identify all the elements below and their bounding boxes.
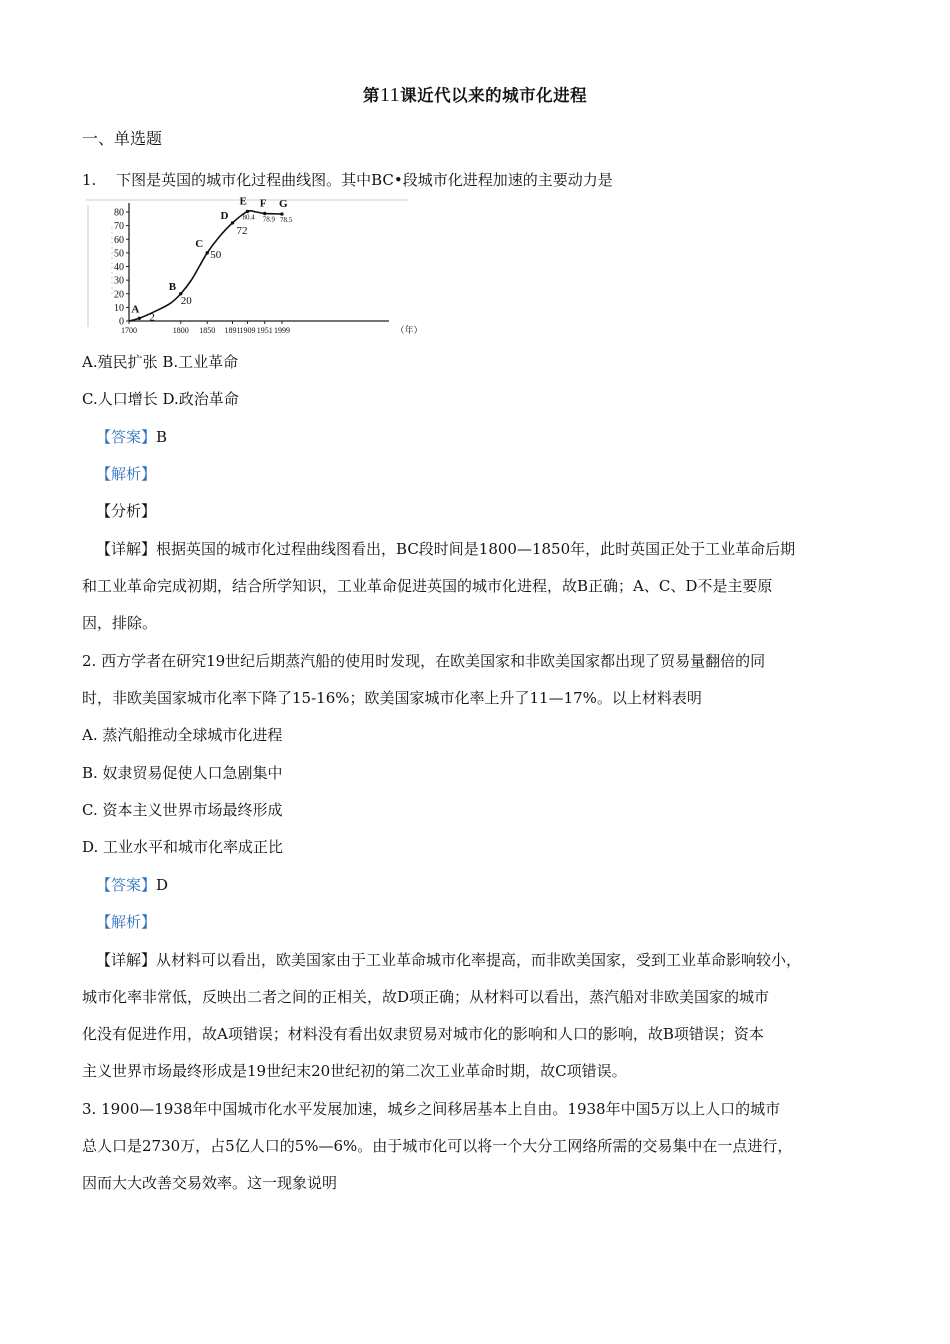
y-tick-label: 10: [114, 302, 124, 314]
section-heading: 一、单选题: [82, 129, 163, 148]
point-letter: C: [195, 237, 204, 250]
y-tick-label: 30: [114, 275, 124, 287]
q2-detail-line-1: [96, 949, 801, 971]
q1-detail-line-1: [96, 538, 795, 560]
title-suffix: 课近代以来的城市化进程: [400, 86, 588, 105]
urbanization-chart: [82, 195, 423, 339]
q2-stem-line-1: 2. 西方学者在研究19世纪后期蒸汽船的使用时发现，在欧美国家和非欧美国家都出现了贸易量翻倍的同: [82, 652, 766, 670]
q2-option-a: A. 蒸汽船推动全球城市化进程: [82, 726, 283, 744]
y-tick-label: 20: [114, 289, 124, 301]
point-value-label: 50: [210, 248, 222, 261]
x-axis-label: （年）: [395, 325, 423, 335]
answer-label: 【答案】: [96, 428, 157, 446]
data-point: [206, 251, 209, 254]
detail-label: 【详解】: [96, 540, 157, 558]
x-tick-label: 1909: [239, 326, 256, 335]
point-letter: G: [278, 198, 288, 211]
q1-options-cd: C.人口增长 D.政治革命: [82, 390, 239, 408]
point-value-label: 80.4: [242, 213, 255, 222]
y-tick-label: 40: [114, 262, 124, 273]
title-number: 11: [379, 84, 401, 106]
x-tick-label: 1999: [273, 326, 290, 335]
q3-stem-line-2: 总人口是2730万，占5亿人口的5%—6%。由于城市化可以将一个大分工网络所需的交易集中在一点进行，: [82, 1137, 793, 1155]
q1-stem: 1. 下图是英国的城市化过程曲线图。其中BC•段城市化进程加速的主要动力是: [82, 171, 613, 189]
q2-option-b: B. 奴隶贸易促使人口急剧集中: [82, 764, 283, 782]
point-letter: B: [168, 280, 177, 293]
q2-option-d: D. 工业水平和城市化率成正比: [82, 838, 284, 856]
point-value-label: 78.9: [262, 215, 275, 224]
q1-analysis-label: 【解析】: [96, 465, 157, 483]
x-tick-label: 1700: [121, 326, 137, 335]
q3-stem-line-3: 因而大大改善交易效率。这一现象说明: [82, 1174, 338, 1192]
answer-value: D: [156, 876, 169, 894]
point-value-label: 72: [236, 224, 248, 237]
q2-analysis-label: 【解析】: [96, 913, 157, 931]
answer-value: B: [156, 428, 168, 446]
data-point: [231, 221, 234, 224]
q2-detail-line-2: 城市化率非常低，反映出二者之间的正相关，故D项正确；从材料可以看出，蒸汽船对非欧美国家的城市: [82, 988, 770, 1006]
q1-detail-line-3: 因，排除。: [82, 614, 158, 632]
x-tick-label: 1951: [256, 326, 273, 335]
q2-stem-line-2: 时，非欧美国家城市化率下降了15-16%；欧美国家城市化率上升了11—17%。以上材料表明: [82, 689, 702, 707]
point-letter: E: [239, 195, 247, 208]
y-tick-label: 0: [119, 316, 124, 328]
point-value-label: 20: [180, 294, 192, 307]
q1-options-ab: A.殖民扩张 B.工业革命: [82, 353, 239, 371]
y-tick-label: 50: [114, 248, 124, 260]
page-title: [0, 82, 950, 107]
point-letter: A: [131, 303, 140, 316]
x-tick-label: 1850: [199, 326, 216, 335]
q1-fenxi-label: 【分析】: [96, 502, 157, 520]
y-tick-label: 60: [114, 234, 124, 246]
answer-label: 【答案】: [96, 876, 157, 894]
q2-option-c: C. 资本主义世界市场最终形成: [82, 801, 283, 819]
data-point: [138, 317, 141, 320]
title-prefix: 第: [362, 86, 380, 105]
q3-stem-line-1: 3. 1900—1938年中国城市化水平发展加速，城乡之间移居基本上自由。1938年中国5万以上人口的城市: [82, 1100, 781, 1118]
detail-label: 【详解】: [96, 951, 157, 969]
x-tick-label: 1800: [172, 326, 189, 335]
detail-text: 从材料可以看出，欧美国家由于工业革命城市化率提高，而非欧美国家，受到工业革命影响较小，: [156, 951, 802, 969]
detail-text: 根据英国的城市化过程曲线图看出，BC段时间是1800—1850年，此时英国正处于工业革命后期: [156, 540, 796, 558]
x-tick-label: 1891: [224, 326, 241, 335]
urbanization-curve: [129, 211, 282, 324]
point-letter: F: [259, 197, 267, 210]
point-letter: D: [220, 209, 229, 222]
q2-detail-line-3: 化没有促进作用，故A项错误；材料没有看出奴隶贸易对城市化的影响和人口的影响，故B项错误；资本: [82, 1025, 764, 1043]
point-value-label: 78.5: [279, 216, 293, 225]
q2-answer: [96, 874, 168, 896]
q2-detail-line-4: 主义世界市场最终形成是19世纪末20世纪初的第二次工业革命时期，故C项错误。: [82, 1062, 627, 1080]
point-value-label: 2: [149, 311, 155, 324]
y-tick-label: 70: [114, 221, 124, 233]
q1-detail-line-2: 和工业革命完成初期，结合所学知识，工业革命促进英国的城市化进程，故B正确；A、C、D不是主要原: [82, 577, 773, 595]
q1-answer: [96, 426, 167, 448]
y-tick-label: 80: [114, 207, 124, 219]
